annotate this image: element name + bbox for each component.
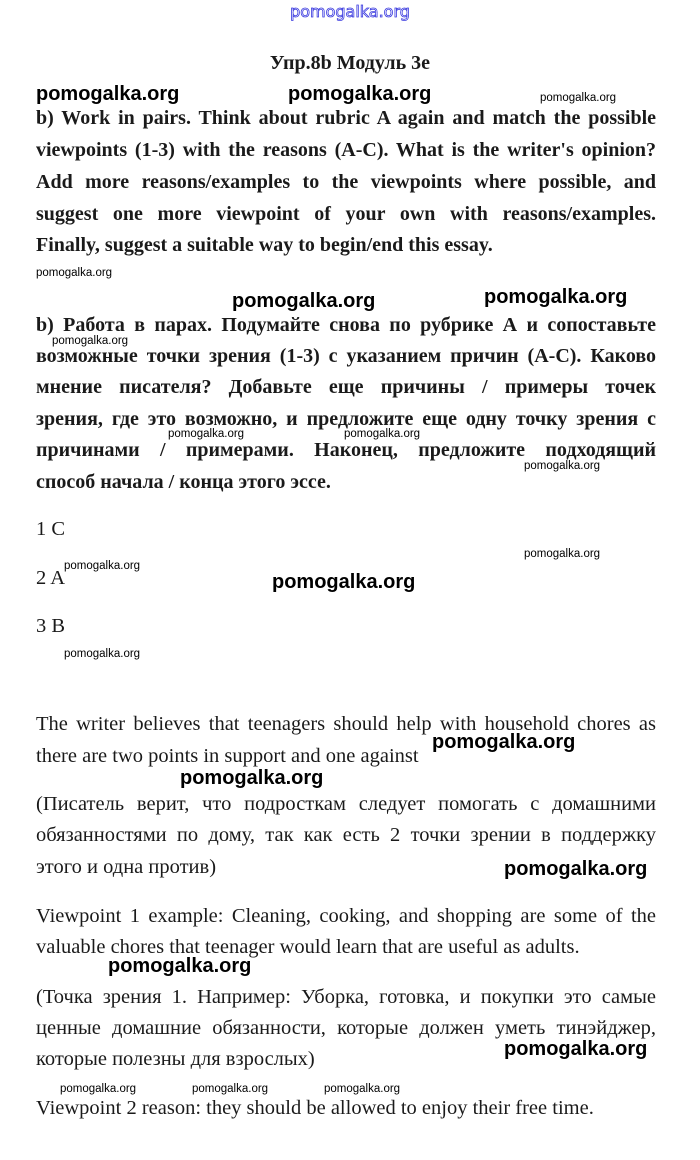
text-line: there are two points in support and one against <box>36 745 419 767</box>
exercise-title: Упр.8b Модуль 3е <box>269 52 431 74</box>
watermark: pomogalka.org <box>52 335 129 347</box>
watermark: pomogalka.org <box>180 767 324 789</box>
answer-item: 3 B <box>36 615 66 637</box>
text-line: этого и одна против) <box>36 856 217 878</box>
text-line: Finally, suggest a suitable way to begin/end this essay. <box>36 234 493 256</box>
text-line: (Писатель верит, что подросткам следует помогать с домашними <box>36 793 656 815</box>
watermark: pomogalka.org <box>524 460 601 472</box>
answer-item: 1 C <box>36 518 66 540</box>
watermark: pomogalka.org <box>60 1083 137 1095</box>
watermark: pomogalka.org <box>288 83 432 105</box>
text-line: ценные домашние обязанности, которые должен уметь тинэйджер, <box>36 1017 656 1039</box>
site-link[interactable]: pomogalka.org <box>290 2 410 21</box>
text-line: b) Работа в парах. Подумайте снова по рубрике А и сопоставьте <box>36 314 656 336</box>
text-line: Add more reasons/examples to the viewpoints where possible, and <box>36 171 656 193</box>
watermark: pomogalka.org <box>64 560 141 572</box>
watermark: pomogalka.org <box>272 571 416 593</box>
watermark: pomogalka.org <box>504 1038 648 1060</box>
text-line: возможные точки зрения (1-3) с указанием причин (A-C). Каково <box>36 345 656 367</box>
watermark: pomogalka.org <box>484 286 628 308</box>
watermark: pomogalka.org <box>232 290 376 312</box>
watermark: pomogalka.org <box>324 1083 401 1095</box>
watermark: pomogalka.org <box>192 1083 269 1095</box>
watermark: pomogalka.org <box>344 428 421 440</box>
watermark: pomogalka.org <box>504 858 648 880</box>
text-line: (Точка зрения 1. Например: Уборка, готовка, и покупки это самые <box>36 986 656 1008</box>
text-line: Viewpoint 1 example: Cleaning, cooking, and shopping are some of the <box>36 905 656 927</box>
text-line: The writer believes that teenagers should help with household chores as <box>36 713 656 735</box>
watermark: pomogalka.org <box>36 83 180 105</box>
watermark: pomogalka.org <box>64 648 141 660</box>
answer-item: 2 A <box>36 567 66 589</box>
text-line: способ начала / конца этого эссе. <box>36 471 331 493</box>
text-line: valuable chores that teenager would learn that are useful as adults. <box>36 936 580 958</box>
watermark: pomogalka.org <box>168 428 245 440</box>
watermark: pomogalka.org <box>524 548 601 560</box>
text-line: обязанностями по дому, так как есть 2 точки зрении в поддержку <box>36 824 656 846</box>
watermark: pomogalka.org <box>108 955 252 977</box>
watermark: pomogalka.org <box>540 92 617 104</box>
text-line: мнение писателя? Добавьте еще причины / примеры точек <box>36 376 656 398</box>
text-line: viewpoints (1-3) with the reasons (A-C). What is the writer's opinion? <box>36 139 656 161</box>
text-line: зрения, где это возможно, и предложите еще одну точку зрения с <box>36 408 656 430</box>
text-line: Viewpoint 2 reason: they should be allowed to enjoy their free time. <box>36 1097 594 1119</box>
text-line: suggest one more viewpoint of your own with reasons/examples. <box>36 203 656 225</box>
watermark: pomogalka.org <box>36 267 113 279</box>
text-line: которые полезны для взрослых) <box>36 1048 315 1070</box>
text-line: b) Work in pairs. Think about rubric A again and match the possible <box>36 107 656 129</box>
watermark: pomogalka.org <box>432 731 576 753</box>
text-line: причинами / примерами. Наконец, предложите подходящий <box>36 439 656 461</box>
